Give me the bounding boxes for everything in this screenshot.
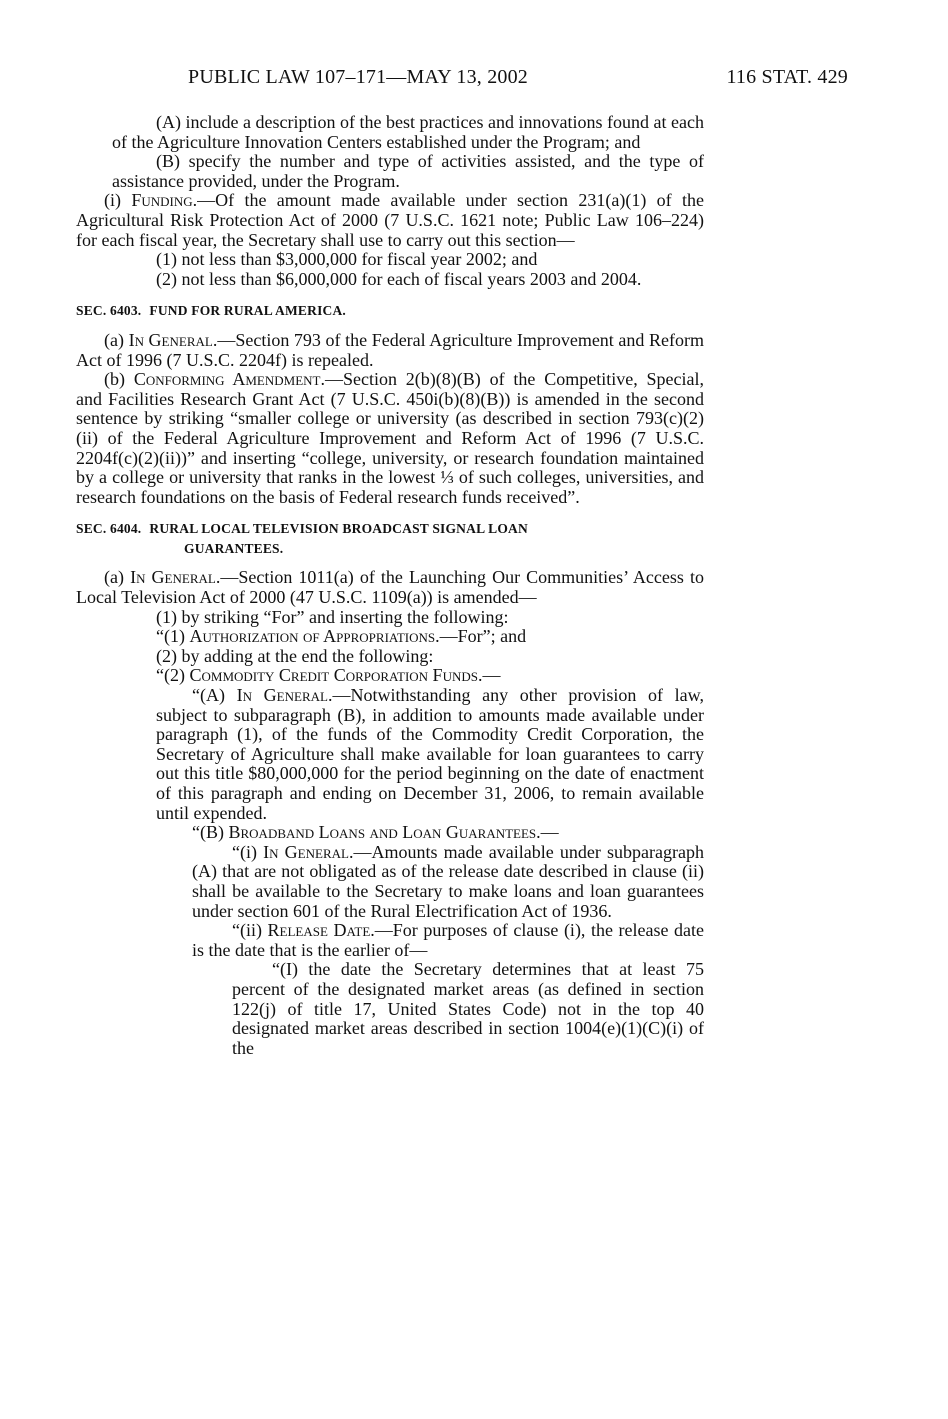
subsection-heading: Funding bbox=[131, 190, 193, 211]
subparagraph-b-broadband: “(B) Broadband Loans and Loan Guarantees.— bbox=[192, 822, 559, 843]
paragraph-1-fiscal-2002: (1) not less than $3,000,000 for fiscal year 2002; and bbox=[156, 249, 538, 270]
subsection-heading: In General bbox=[128, 329, 213, 350]
document-body bbox=[76, 113, 704, 1058]
subsection-a-in-general-6403: (a) In General.—Section 793 of the Federal Agriculture Improvement and Reform Act of 1996 (7 U.S.C. 2204f) is repealed. bbox=[76, 329, 704, 370]
subsection-heading: Commodity Credit Corporation Funds bbox=[189, 665, 478, 686]
section-heading-6403: SEC. 6403. FUND FOR RURAL AMERICA. bbox=[76, 303, 346, 319]
subsection-i-funding: (i) Funding.—Of the amount made available under section 231(a)(1) of the Agricultural Risk Protection Act of 2000 (7 U.S.C. 1621 note; Public Law 106–224) for each fiscal year, the Secretary shall use to carry out this section— bbox=[76, 190, 704, 250]
section-heading-6404: SEC. 6404. RURAL LOCAL TELEVISION BROADCAST SIGNAL LOAN GUARANTEES. bbox=[76, 521, 528, 556]
page-number: 116 STAT. 429 bbox=[726, 66, 848, 88]
page-header bbox=[76, 66, 848, 90]
subsection-heading: Authorization of Appropriations bbox=[189, 626, 436, 647]
subsection-heading: Conforming Amendment bbox=[133, 369, 321, 390]
paragraph-authorization: “(1) Authorization of Appropriations.—For”; and bbox=[156, 626, 527, 647]
running-head: PUBLIC LAW 107–171—MAY 13, 2002 bbox=[188, 66, 528, 88]
clause-ii-release-date: “(ii) Release Date.—For purposes of clause (i), the release date is the date that is the earlier of— bbox=[192, 920, 704, 960]
paragraph-2-adding: (2) by adding at the end the following: bbox=[156, 645, 434, 666]
paragraph-ccc-funds: “(2) Commodity Credit Corporation Funds.— bbox=[156, 665, 501, 686]
paragraph-a-description: (A) include a description of the best practices and innovations found at each of the Agriculture Innovation Centers established under the Program; and bbox=[112, 112, 704, 152]
clause-i-in-general: “(i) In General.—Amounts made available under subparagraph (A) that are not obligated as of the release date described in clause (ii) shall be available to the Secretary to make loans and loan guarantees under section 601 of the Rural Electrification Act of 1936. bbox=[192, 841, 705, 921]
subsection-b-conforming-amendment: (b) Conforming Amendment.—Section 2(b)(8)(B) of the Competitive, Special, and Facilities Research Grant Act (7 U.S.C. 450i(b)(8)(B)) is amended in the second sentence by striking “smaller college or university (as described in section 793(c)(2)(ii) of the Federal Agriculture Improvement and Reform Act of 1996 (7 U.S.C. 2204f(c)(2)(ii))” and inserting “college, university, or research foundation maintained by a college or university that ranks in the lowest ⅓ of such colleges, universities, and research foundations on the basis of Federal research funds received”. bbox=[76, 369, 704, 507]
subsection-heading: In General bbox=[236, 685, 328, 706]
paragraph-2-fiscal-2003-2004: (2) not less than $6,000,000 for each of fiscal years 2003 and 2004. bbox=[156, 268, 642, 289]
paragraph-1-striking: (1) by striking “For” and inserting the following: bbox=[156, 606, 509, 627]
subparagraph-a-in-general: “(A) In General.—Notwithstanding any other provision of law, subject to subparagraph (B), in addition to amounts made available under paragraph (1), of the funds of the Commodity Credit Corporation, the Secretary of Agriculture shall make available for loan guarantees to carry out this title $80,000,000 for the period beginning on the date of enactment of this paragraph and ending on December 31, 2006, to remain available until expended. bbox=[156, 685, 704, 823]
subsection-a-in-general-6404: (a) In General.—Section 1011(a) of the Launching Our Communities’ Access to Local Television Act of 2000 (47 U.S.C. 1109(a)) is amended— bbox=[76, 567, 704, 608]
subclause-I-date: “(I) the date the Secretary determines that at least 75 percent of the designated market areas (as defined in section 122(j) of title 17, United States Code) not in the top 40 designated market areas described in section 1004(e)(1)(C)(i) of the bbox=[232, 959, 704, 1058]
paragraph-b-specify: (B) specify the number and type of activities assisted, and the type of assistance provided, under the Program. bbox=[112, 151, 704, 191]
subsection-heading: Broadband Loans and Loan Guarantees bbox=[228, 822, 537, 843]
subsection-heading: In General bbox=[130, 567, 216, 588]
subsection-heading: In General bbox=[263, 841, 349, 862]
subsection-heading: Release Date bbox=[267, 920, 371, 941]
